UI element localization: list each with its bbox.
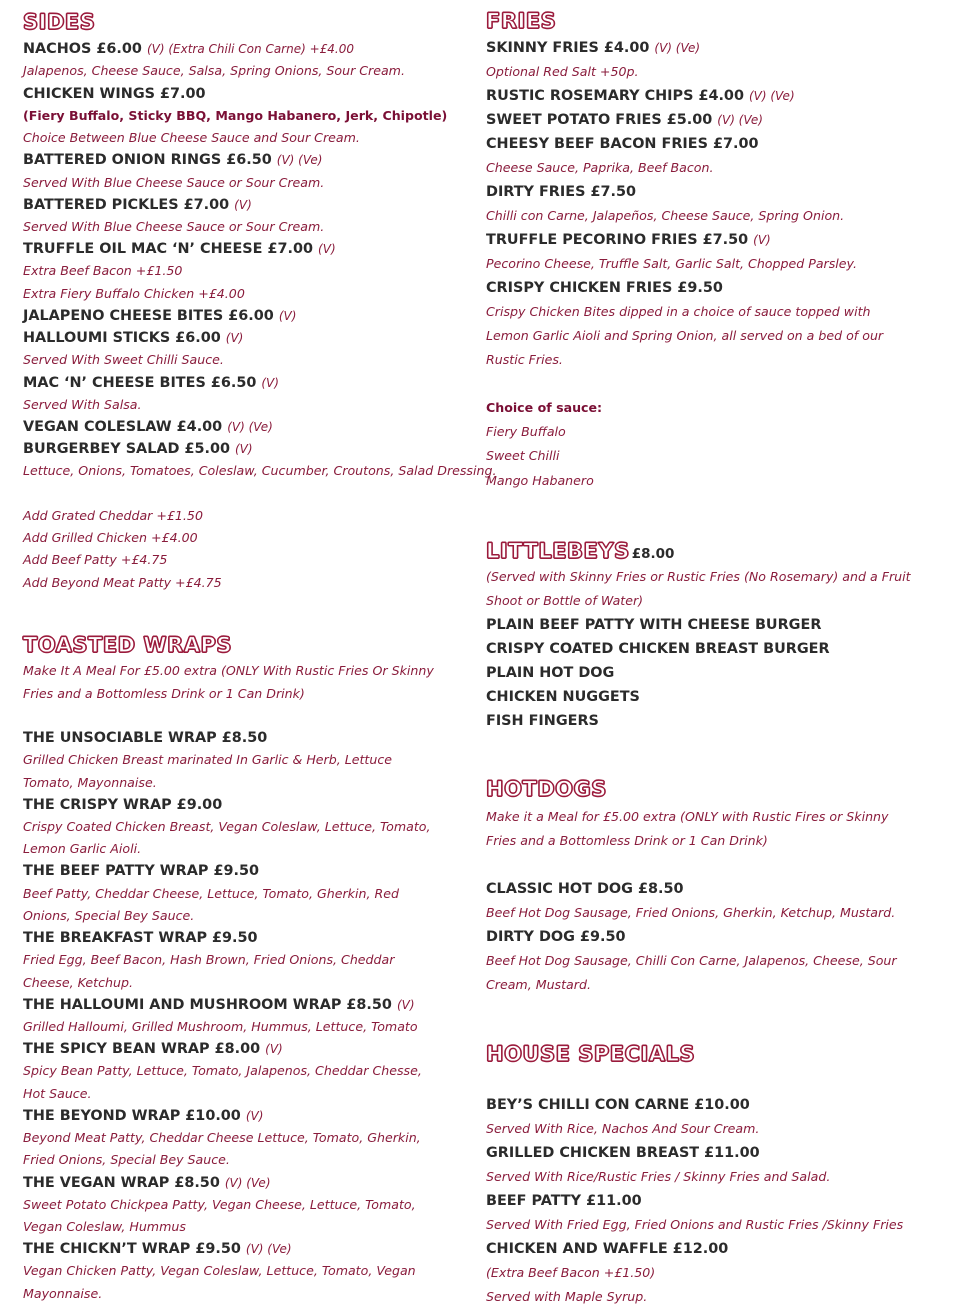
menu-item: PLAIN HOT DOG: [486, 665, 615, 681]
item-description: Tomato, Mayonnaise.: [23, 775, 157, 790]
menu-item: THE VEGAN WRAP £8.50 (V) (Ve): [23, 1175, 271, 1191]
item-description: Cheese, Ketchup.: [23, 975, 133, 990]
section-intro: (Served with Skinny Fries or Rustic Fries (No Rosemary) and a Fruit: [486, 569, 911, 584]
item-description: Onions, Special Bey Sauce.: [23, 908, 195, 923]
item-description: Vegan Coleslaw, Hummus: [23, 1219, 186, 1234]
menu-item: THE HALLOUMI AND MUSHROOM WRAP £8.50 (V): [23, 997, 415, 1013]
menu-item: BEEF PATTY £11.00: [486, 1193, 642, 1209]
menu-item: BEY’S CHILLI CON CARNE £10.00: [486, 1097, 750, 1113]
item-description: Served With Sweet Chilli Sauce.: [23, 352, 224, 367]
section-intro: Shoot or Bottle of Water): [486, 593, 644, 608]
fries-heading: FRIES: [486, 9, 557, 33]
menu-item: CHICKEN WINGS £7.00: [23, 86, 206, 102]
item-description: Served With Rice/Rustic Fries / Skinny Fries and Salad.: [486, 1169, 831, 1184]
item-description: Crispy Coated Chicken Breast, Vegan Coleslaw, Lettuce, Tomato,: [23, 819, 431, 834]
item-description: Served with Maple Syrup.: [486, 1289, 648, 1304]
item-description: Jalapenos, Cheese Sauce, Salsa, Spring Onions, Sour Cream.: [23, 63, 405, 78]
item-description: Lemon Garlic Aioli and Spring Onion, all served on a bed of our: [486, 328, 884, 343]
item-description: Hot Sauce.: [23, 1086, 92, 1101]
sauce-option: Sweet Chilli: [486, 448, 560, 463]
menu-item: THE CRISPY WRAP £9.00: [23, 797, 223, 813]
menu-item: THE CHICKN’T WRAP £9.50 (V) (Ve): [23, 1241, 292, 1257]
hotdogs-heading: HOTDOGS: [486, 777, 607, 801]
littlebeys-price: £8.00: [631, 546, 675, 562]
menu-item: TRUFFLE OIL MAC ‘N’ CHEESE £7.00 (V): [23, 241, 336, 257]
add-on: Add Grated Cheddar +£1.50: [23, 508, 203, 523]
menu-item: PLAIN BEEF PATTY WITH CHEESE BURGER: [486, 617, 822, 633]
menu-item: HALLOUMI STICKS £6.00 (V): [23, 330, 244, 346]
section-intro: Fries and a Bottomless Drink or 1 Can Drink): [486, 833, 768, 848]
item-description: Optional Red Salt +50p.: [486, 64, 639, 79]
item-sauces: (Fiery Buffalo, Sticky BBQ, Mango Habanero, Jerk, Chipotle): [23, 108, 448, 123]
item-description: Beyond Meat Patty, Cheddar Cheese Lettuce, Tomato, Gherkin,: [23, 1130, 421, 1145]
add-on: Add Beef Patty +£4.75: [23, 552, 168, 567]
item-description: Grilled Halloumi, Grilled Mushroom, Hummus, Lettuce, Tomato: [23, 1019, 418, 1034]
menu-item: THE BEYOND WRAP £10.00 (V): [23, 1108, 264, 1124]
menu-item: SKINNY FRIES £4.00 (V) (Ve): [486, 40, 701, 56]
item-description: Beef Hot Dog Sausage, Chilli Con Carne, Jalapenos, Cheese, Sour: [486, 953, 897, 968]
menu-item: CRISPY COATED CHICKEN BREAST BURGER: [486, 641, 830, 657]
menu-item: THE BEEF PATTY WRAP £9.50: [23, 863, 259, 879]
menu-item: THE BREAKFAST WRAP £9.50: [23, 930, 258, 946]
menu-item: DIRTY DOG £9.50: [486, 929, 626, 945]
item-description: Served With Fried Egg, Fried Onions and Rustic Fries /Skinny Fries: [486, 1217, 904, 1232]
sauce-choice-label: Choice of sauce:: [486, 400, 603, 415]
menu-item: FISH FINGERS: [486, 713, 599, 729]
item-description: Served With Salsa.: [23, 397, 142, 412]
menu-item: CLASSIC HOT DOG £8.50: [486, 881, 684, 897]
item-description: Pecorino Cheese, Truffle Salt, Garlic Salt, Chopped Parsley.: [486, 256, 858, 271]
section-intro: Make it a Meal for £5.00 extra (ONLY with Rustic Fires or Skinny: [486, 809, 889, 824]
item-description: Choice Between Blue Cheese Sauce and Sour Cream.: [23, 130, 360, 145]
menu-item: DIRTY FRIES £7.50: [486, 184, 636, 200]
item-description: Extra Beef Bacon +£1.50: [23, 263, 183, 278]
menu-item: CRISPY CHICKEN FRIES £9.50: [486, 280, 723, 296]
house-specials-heading: HOUSE SPECIALS: [486, 1042, 696, 1066]
item-description: Crispy Chicken Bites dipped in a choice of sauce topped with: [486, 304, 871, 319]
item-description: Extra Fiery Buffalo Chicken +£4.00: [23, 286, 245, 301]
menu-item: VEGAN COLESLAW £4.00 (V) (Ve): [23, 419, 273, 435]
item-description: Grilled Chicken Breast marinated In Garlic & Herb, Lettuce: [23, 752, 393, 767]
menu-item: BATTERED PICKLES £7.00 (V): [23, 197, 252, 213]
item-description: Served With Blue Cheese Sauce or Sour Cream.: [23, 175, 325, 190]
item-description: Chilli con Carne, Jalapeños, Cheese Sauce, Spring Onion.: [486, 208, 845, 223]
item-description: Fried Onions, Special Bey Sauce.: [23, 1152, 230, 1167]
item-description: Rustic Fries.: [486, 352, 563, 367]
item-description: Cream, Mustard.: [486, 977, 591, 992]
toasted-wraps-heading: TOASTED WRAPS: [23, 633, 233, 657]
add-on: Add Beyond Meat Patty +£4.75: [23, 575, 222, 590]
menu-item: GRILLED CHICKEN BREAST £11.00: [486, 1145, 760, 1161]
item-description: Lemon Garlic Aioli.: [23, 841, 142, 856]
add-on: Add Grilled Chicken +£4.00: [23, 530, 198, 545]
menu-item: CHICKEN AND WAFFLE £12.00: [486, 1241, 729, 1257]
item-description: Beef Hot Dog Sausage, Fried Onions, Gherkin, Ketchup, Mustard.: [486, 905, 896, 920]
menu-item: RUSTIC ROSEMARY CHIPS £4.00 (V) (Ve): [486, 88, 795, 104]
sauce-option: Mango Habanero: [486, 473, 594, 488]
item-description: Cheese Sauce, Paprika, Beef Bacon.: [486, 160, 714, 175]
menu-item: JALAPENO CHEESE BITES £6.00 (V): [23, 308, 297, 324]
menu-item: BURGERBEY SALAD £5.00 (V): [23, 441, 253, 457]
item-description: Fried Egg, Beef Bacon, Hash Brown, Fried Onions, Cheddar: [23, 952, 395, 967]
menu-item: MAC ‘N’ CHEESE BITES £6.50 (V): [23, 375, 279, 391]
menu-item: THE SPICY BEAN WRAP £8.00 (V): [23, 1041, 283, 1057]
section-intro: Make It A Meal For £5.00 extra (ONLY With Rustic Fries Or Skinny: [23, 663, 434, 678]
item-description: Served With Blue Cheese Sauce or Sour Cream.: [23, 219, 325, 234]
item-description: Vegan Chicken Patty, Vegan Coleslaw, Lettuce, Tomato, Vegan: [23, 1263, 416, 1278]
item-description: Sweet Potato Chickpea Patty, Vegan Cheese, Lettuce, Tomato,: [23, 1197, 416, 1212]
menu-item: SWEET POTATO FRIES £5.00 (V) (Ve): [486, 112, 763, 128]
item-description: (Extra Beef Bacon +£1.50): [486, 1265, 656, 1280]
sides-heading: SIDES: [23, 10, 96, 34]
section-intro: Fries and a Bottomless Drink or 1 Can Drink): [23, 686, 305, 701]
item-description: Beef Patty, Cheddar Cheese, Lettuce, Tomato, Gherkin, Red: [23, 886, 399, 901]
item-description: Spicy Bean Patty, Lettuce, Tomato, Jalapenos, Cheddar Chesse,: [23, 1063, 422, 1078]
menu-item: CHICKEN NUGGETS: [486, 689, 640, 705]
menu-item: CHEESY BEEF BACON FRIES £7.00: [486, 136, 759, 152]
littlebeys-heading: LITTLEBEYS £8.00: [486, 539, 675, 563]
menu-item: BATTERED ONION RINGS £6.50 (V) (Ve): [23, 152, 323, 168]
menu-item: NACHOS £6.00 (V) (Extra Chili Con Carne) +£4.00: [23, 41, 354, 57]
item-description: Lettuce, Onions, Tomatoes, Coleslaw, Cucumber, Croutons, Salad Dressing.: [23, 463, 497, 478]
menu-item: THE UNSOCIABLE WRAP £8.50: [23, 730, 268, 746]
sauce-option: Fiery Buffalo: [486, 424, 566, 439]
menu-item: TRUFFLE PECORINO FRIES £7.50 (V): [486, 232, 771, 248]
item-description: Mayonnaise.: [23, 1286, 103, 1301]
item-description: Served With Rice, Nachos And Sour Cream.: [486, 1121, 760, 1136]
